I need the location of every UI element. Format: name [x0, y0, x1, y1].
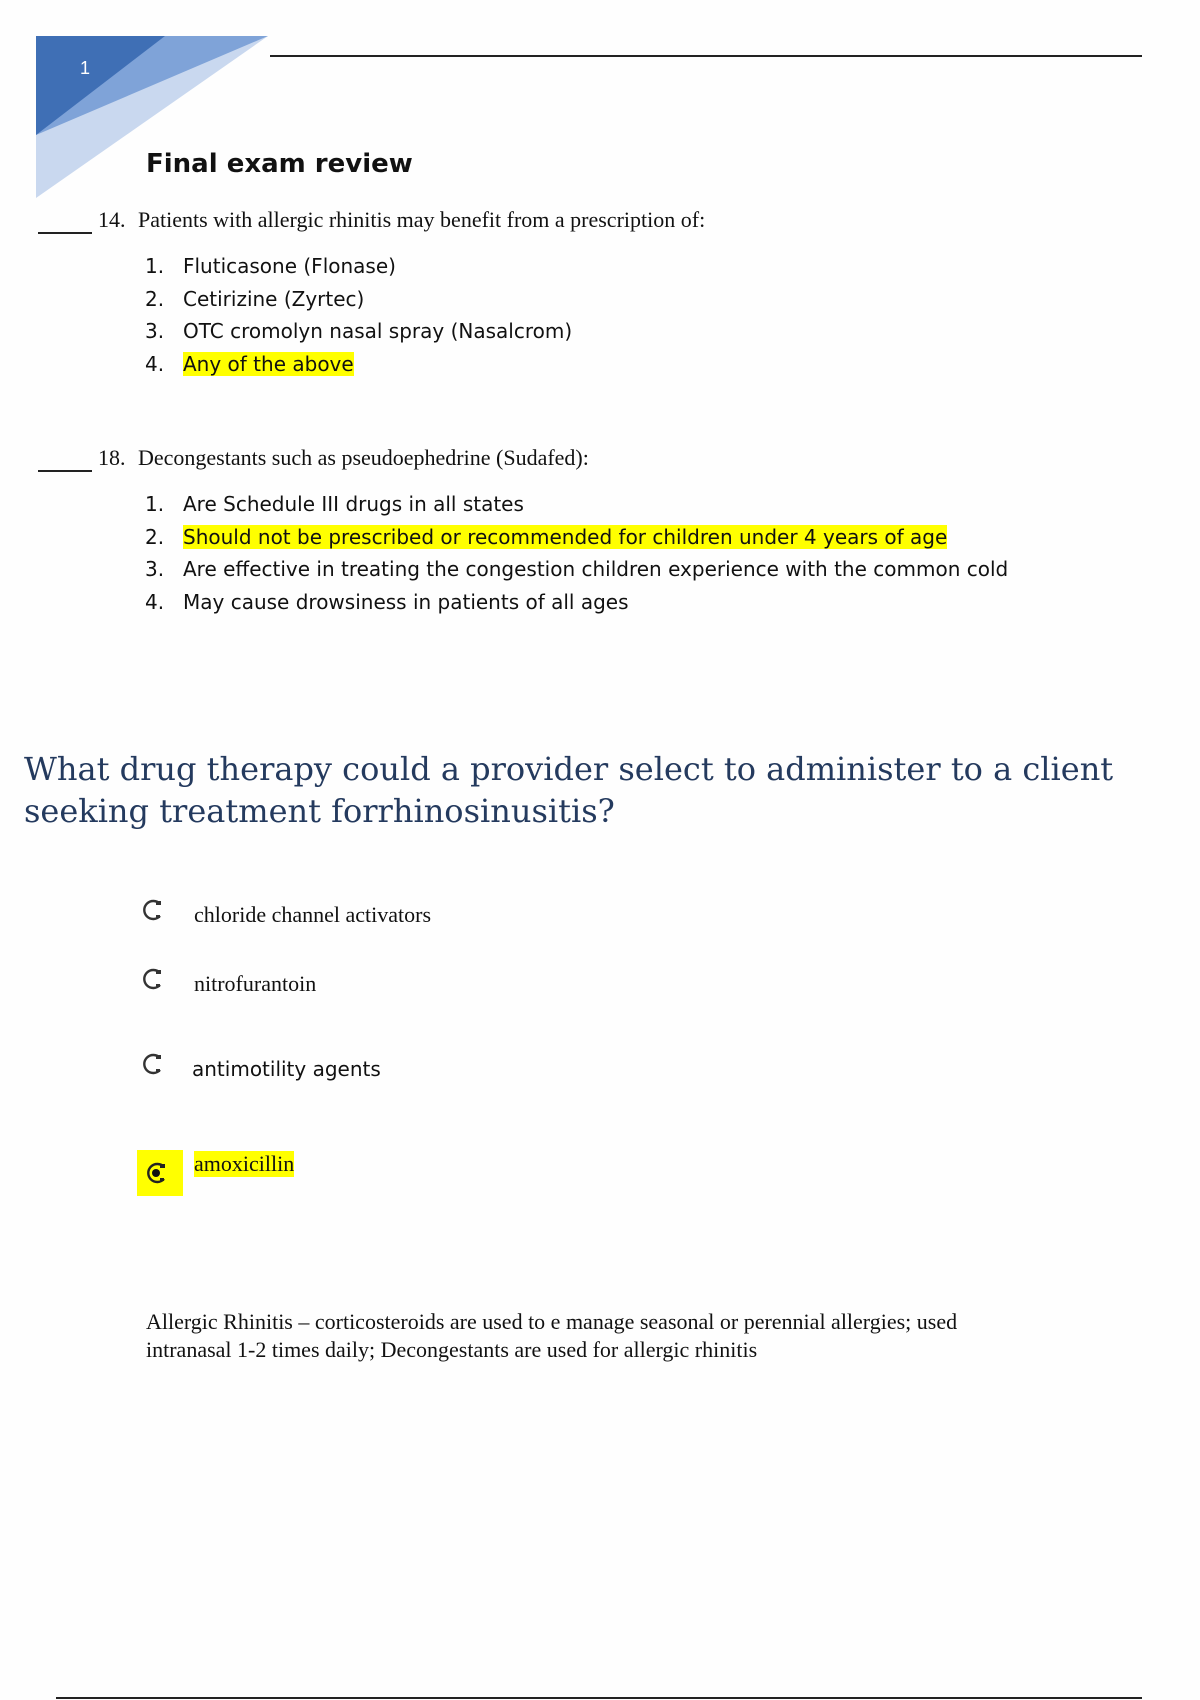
option-text: Are Schedule III drugs in all states — [183, 492, 524, 516]
option-text: Cetirizine (Zyrtec) — [183, 287, 365, 311]
note-line-1: Allergic Rhinitis – corticosteroids are used to e manage seasonal or perennial allergies; used — [146, 1309, 958, 1334]
choice-label[interactable]: nitrofurantoin — [194, 971, 317, 996]
document-title: Final exam review — [146, 149, 413, 179]
option-text: Fluticasone (Flonase) — [183, 254, 396, 278]
header-rule — [270, 55, 1142, 57]
choice-label[interactable]: chloride channel activators — [194, 902, 432, 927]
radio-unselected-icon[interactable] — [138, 964, 168, 994]
question-text: Patients with allergic rhinitis may benefit from a prescription of: — [138, 207, 706, 232]
highlighted-answer: Should not be prescribed or recommended for children under 4 years of age — [183, 525, 948, 549]
option-text: May cause drowsiness in patients of all ages — [183, 590, 629, 614]
option-q18-1: 1. Are Schedule III drugs in all states — [145, 492, 524, 516]
option-q14-4: 4. Any of the above — [145, 352, 354, 376]
option-q18-4: 4. May cause drowsiness in patients of all ages — [145, 590, 629, 614]
question-18 — [98, 445, 589, 471]
option-q14-1: 1. Fluticasone (Flonase) — [145, 254, 396, 278]
option-text: Are effective in treating the congestion children experience with the common cold — [183, 557, 1009, 581]
question-number: 14. — [98, 207, 126, 232]
explanation-note — [146, 1308, 1106, 1364]
choice-label[interactable]: amoxicillin — [194, 1151, 295, 1176]
footer-rule — [56, 1697, 1142, 1699]
radio-unselected-icon[interactable] — [138, 1049, 168, 1079]
option-text: OTC cromolyn nasal spray (Nasalcrom) — [183, 319, 573, 343]
answer-blank-q14 — [38, 232, 92, 234]
highlighted-answer: Any of the above — [183, 352, 354, 376]
mcq-question — [24, 748, 1164, 832]
option-q14-2: 2. Cetirizine (Zyrtec) — [145, 287, 365, 311]
mcq-question-line-2: seeking treatment forrhinosinusitis? — [24, 792, 615, 830]
choice-label[interactable]: antimotility agents — [192, 1057, 381, 1081]
radio-selected-icon[interactable] — [142, 1158, 172, 1188]
option-q14-3: 3. OTC cromolyn nasal spray (Nasalcrom) — [145, 319, 573, 343]
option-q18-3: 3. Are effective in treating the congestion children experience with the common cold — [145, 557, 1009, 581]
radio-unselected-icon[interactable] — [138, 895, 168, 925]
note-line-2: intranasal 1-2 times daily; Decongestants are used for allergic rhinitis — [146, 1337, 758, 1362]
page-number: 1 — [80, 58, 91, 78]
answer-blank-q18 — [38, 470, 92, 472]
question-number: 18. — [98, 445, 126, 470]
question-14 — [98, 207, 705, 233]
question-text: Decongestants such as pseudoephedrine (Sudafed): — [138, 445, 589, 470]
option-q18-2: 2. Should not be prescribed or recommended for children under 4 years of age — [145, 525, 948, 549]
mcq-question-line-1: What drug therapy could a provider select to administer to a client — [24, 750, 1114, 788]
